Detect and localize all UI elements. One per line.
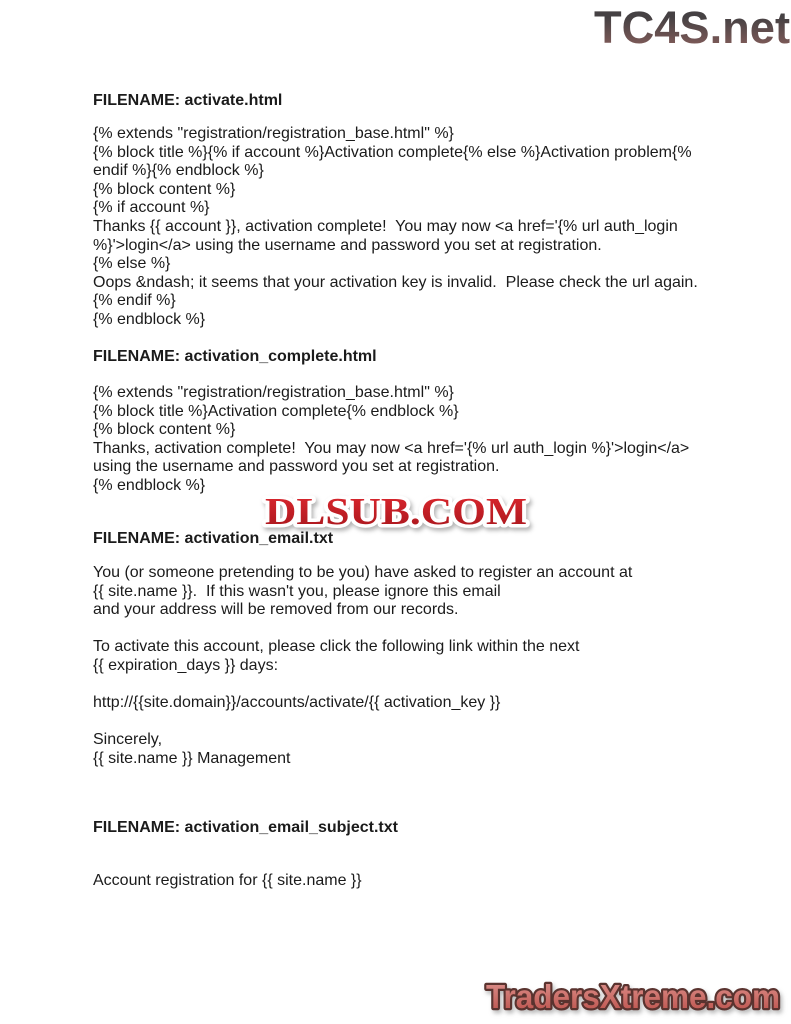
text-line: Sincerely, [93, 731, 163, 749]
text-line: {% endif %} [93, 292, 176, 310]
tc4s-watermark-logo [591, 3, 791, 58]
filename-heading-activation-complete-html: FILENAME: activation_complete.html [93, 348, 377, 365]
text-line: Account registration for {{ site.name }} [93, 872, 362, 890]
text-line: {% block title %}{% if account %}Activation complete{% else %}Activation problem{% [93, 143, 692, 161]
text-line: {{ expiration_days }} days: [93, 656, 279, 674]
tc4s-logo-text: TC4S.net [594, 3, 791, 53]
text-line: You (or someone pretending to be you) have asked to register an account at [93, 564, 633, 581]
text-line: Oops &ndash; it seems that your activation key is invalid. Please check the url again. [93, 273, 698, 291]
text-line [93, 854, 362, 873]
text-line: Thanks, activation complete! You may now <a href='{% url auth_login %}'>login</a> [93, 439, 690, 457]
text-line: {% endblock %} [93, 476, 206, 494]
text-line: {{ site.name }}. If this wasn't you, please ignore this email [93, 582, 501, 600]
text-line: and your address will be removed from our records. [93, 601, 459, 619]
text-line: {% extends "registration/registration_base.html" %} [93, 125, 454, 142]
text-line [93, 835, 362, 854]
text-line [93, 713, 632, 732]
tc4s-logo-graphic [591, 3, 791, 53]
filename-heading-activation-email-txt: FILENAME: activation_email.txt [93, 530, 334, 547]
dlsub-logo-text: DLSUB.COM [265, 491, 527, 533]
filename-heading-activation-email-subject-txt: FILENAME: activation_email_subject.txt [93, 819, 398, 836]
text-line: {% if account %} [93, 199, 210, 217]
tradersxtreme-logo-graphic [476, 973, 790, 1019]
text-line: {% block content %} [93, 180, 236, 198]
file-content-activation-email-txt [93, 564, 632, 769]
text-line: {% endblock %} [93, 310, 206, 328]
text-line: {% else %} [93, 255, 171, 273]
tradersxtreme-watermark-logo [476, 973, 790, 1024]
text-line: http://{{site.domain}}/accounts/activate/{{ activation_key }} [93, 694, 501, 712]
text-line: endif %}{% endblock %} [93, 162, 264, 180]
text-line: To activate this account, please click the following link within the next [93, 638, 580, 656]
text-line: {% extends "registration/registration_base.html" %} [93, 384, 454, 401]
tradersxtreme-logo-text: TradersXtreme.com [486, 978, 780, 1015]
file-content-activation-email-subject-txt [93, 835, 362, 891]
text-line: Thanks {{ account }}, activation complete! You may now <a href='{% url auth_login [93, 217, 678, 235]
text-line: {% block content %} [93, 421, 236, 439]
file-content-activate-html [93, 125, 698, 330]
text-line: {% block title %}Activation complete{% endblock %} [93, 402, 459, 420]
text-line [93, 676, 632, 695]
dlsub-logo-graphic [252, 484, 540, 536]
text-line: {{ site.name }} Management [93, 749, 291, 767]
file-content-activation-complete-html [93, 384, 689, 496]
text-line: using the username and password you set at registration. [93, 458, 500, 476]
text-line: %}'>login</a> using the username and password you set at registration. [93, 236, 602, 254]
text-line [93, 620, 632, 639]
filename-heading-activate-html: FILENAME: activate.html [93, 92, 283, 109]
